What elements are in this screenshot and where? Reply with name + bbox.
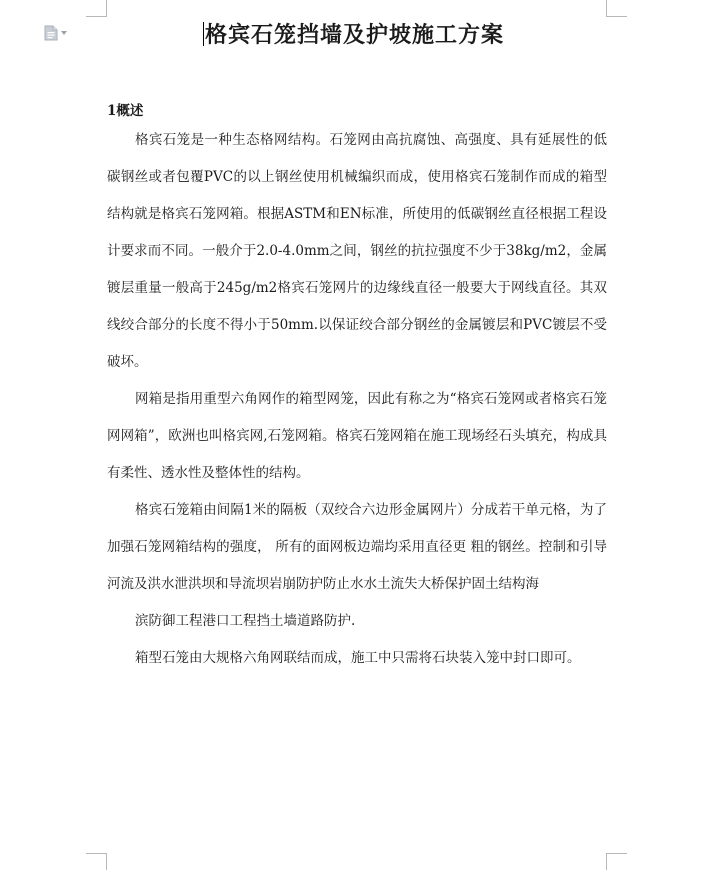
text-cursor: [203, 22, 204, 46]
document-title-wrap: [0, 18, 707, 49]
paragraph-3[interactable]: 格宾石笼箱由间隔1米的隔板（双绞合六边形金属网片）分成若干单元格，为了加强石笼网箱结构的强度， 所有的面网板边端均采用直径更 粗的钢丝。控制和引导河流及洪水泄洪坝和导流坝岩崩防护防止水水土流失大桥保护固土结构海: [107, 502, 607, 592]
crop-mark-top-left: [86, 0, 107, 17]
paragraph-5[interactable]: 箱型石笼由大规格六角网联结而成，施工中只需将石块装入笼中封口即可。: [135, 650, 581, 666]
section-heading[interactable]: 1概述: [107, 103, 144, 119]
document-body: [107, 122, 607, 677]
paragraph-4[interactable]: 滨防御工程港口工程挡土墙道路防护.: [135, 613, 356, 629]
crop-mark-bottom-left: [86, 853, 107, 870]
crop-mark-top-right: [606, 0, 627, 17]
paragraph-1[interactable]: 格宾石笼是一种生态格网结构。石笼网由高抗腐蚀、高强度、具有延展性的低碳钢丝或者包覆PVC的以上钢丝使用机械编织而成，使用格宾石笼制作而成的箱型结构就是格宾石笼网箱。根据ASTM和EN标准，所使用的低碳钢丝直径根据工程设计要求而不同。一般介于2.0-4.0mm之间，钢丝的抗拉强度不少于38kg/m2，金属镀层重量一般高于245g/m2格宾石笼网片的边缘线直径一般要大于网线直径。其双线绞合部分的长度不得小于50mm.以保证绞合部分钢丝的金属镀层和PVC镀层不受破坏。: [107, 132, 607, 370]
paragraph-2[interactable]: 网箱是指用重型六角网作的箱型网笼，因此有称之为“格宾石笼网或者格宾石笼网网箱”，欧洲也叫格宾网,石笼网箱。格宾石笼网箱在施工现场经石头填充，构成具有柔性、透水性及整体性的结构。: [107, 391, 607, 481]
document-title[interactable]: 格宾石笼挡墙及护坡施工方案: [204, 22, 504, 48]
crop-mark-bottom-right: [606, 853, 627, 870]
